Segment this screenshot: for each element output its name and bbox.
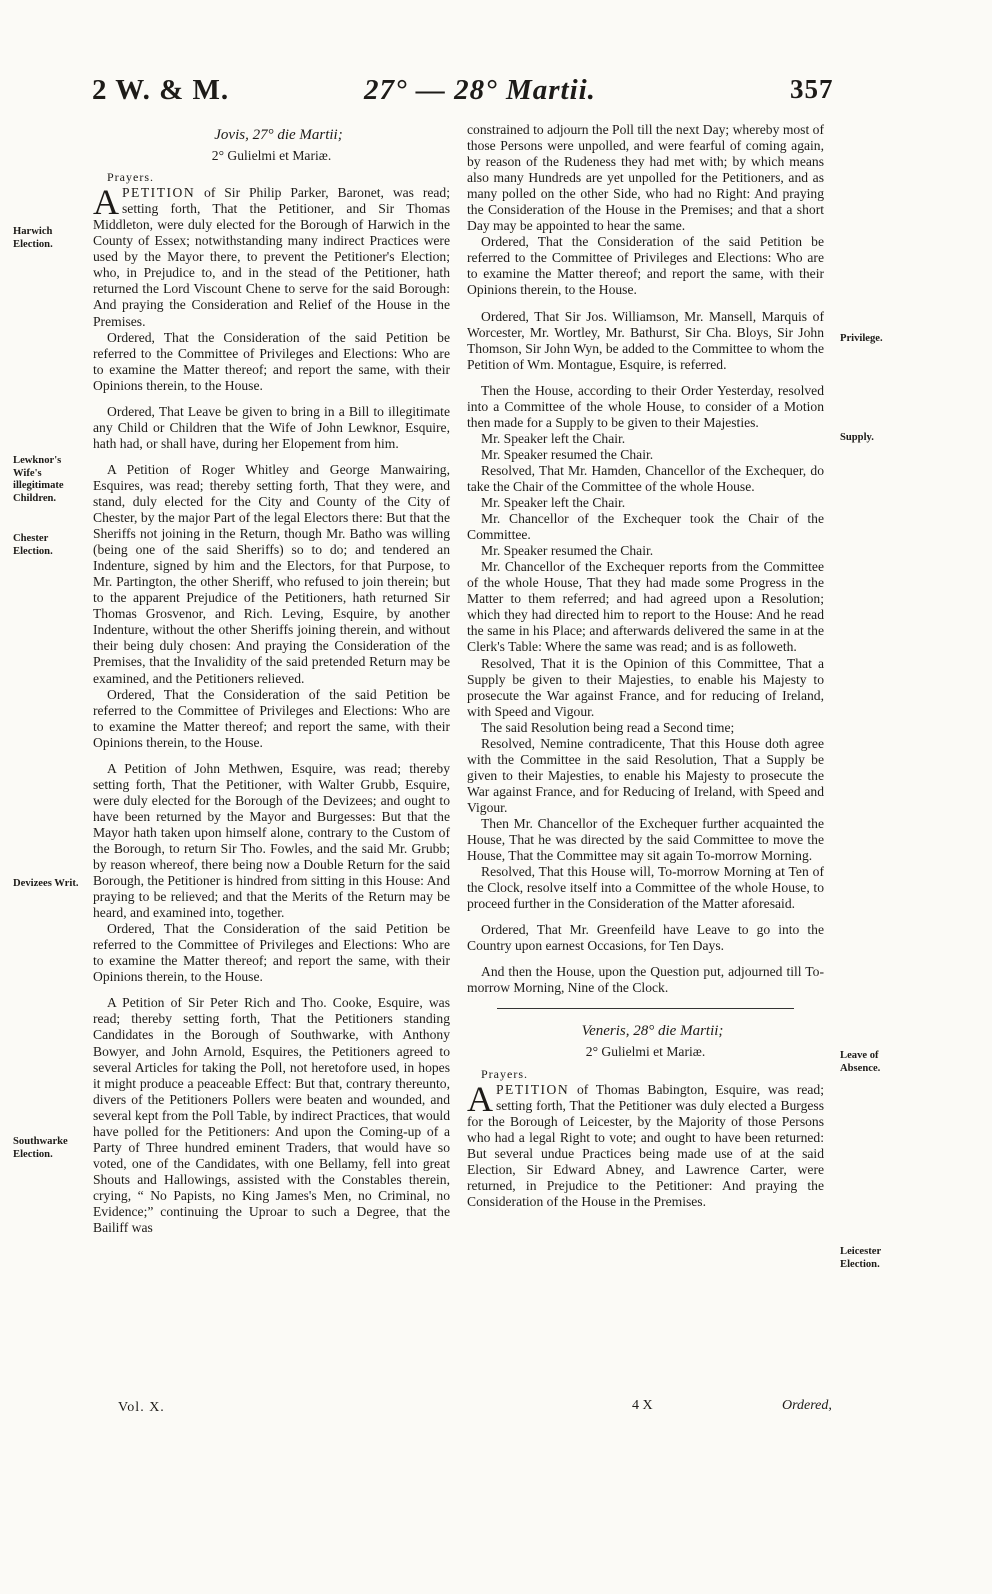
session-heading: Jovis, 27° die Martii; xyxy=(214,127,343,143)
section-divider xyxy=(497,1008,794,1009)
drop-cap: A xyxy=(93,182,119,223)
devizes-petition: A Petition of John Methwen, Esquire, was read; thereby setting forth, That the Petitioner, with Walter Grubb, Esquire, were duly elected for the Borough of the Devizees; and ought to have been returned by the Mayor and Burgesses: But that the Mayor hath taken upon himself alone, contrary to the Custom of the Borough, to return Sir Tho. Fowles, and the said Mr. Grubb; by reason whereof, there being now a Double Return for the said Borough, the Petitioner is hindred from sitting in this House: And praying to be relieved; and that the Merits of the Return may be heard, and examined into, together. xyxy=(93,760,450,921)
volume-mark: Vol. X. xyxy=(118,1400,165,1415)
supply-paragraph: Mr. Chancellor of the Exchequer took the Chair of the Committee. xyxy=(467,511,824,543)
margin-note-chester: Chester Election. xyxy=(13,533,53,557)
drop-cap: A xyxy=(467,1078,493,1119)
supply-paragraph: Resolved, That Mr. Hamden, Chancellor of the Exchequer, do take the Chair of the Committee of the whole House. xyxy=(467,462,824,494)
southwarke-ordered: Ordered, That the Consideration of the said Petition be referred to the Committee of Privileges and Elections: Who are to examine the Matter thereof; and report the same, with their Opinions therein, to the House. xyxy=(467,234,824,298)
margin-note-leicester: Leicester Election. xyxy=(840,1246,881,1270)
supply-paragraph: Mr. Speaker left the Chair. xyxy=(481,430,626,446)
margin-note-supply: Supply. xyxy=(840,432,874,443)
harwich-ordered: Ordered, That the Consideration of the said Petition be referred to the Committee of Privileges and Elections: Who are to examine the Matter thereof; and report the same, with their Opinions therein, to the House. xyxy=(93,329,450,393)
chester-petition: A Petition of Roger Whitley and George Manwairing, Esquires, was read; thereby setting forth, That they were, and stand, duly elected for the City and County of the City of Chester, by the major Part of the legal Electors there: But that the Sheriffs not joining in the Return, though Mr. Batho was willing (being one of the said Sheriffs) so to do; and tendered an Indenture, signed by him and the Electors, for that Purpose, to Mr. Partington, the other Sheriff, who refused to join therein; but to the apparent Prejudice of the Petitioners, hath returned Sir Thomas Grosvenor, and Rich. Leving, Esquire, by another Indenture, without the other Sheriffs joining therein, and without their being duly chosen: And praying the Consideration of the Premises, that the Invalidity of the said pretended Return may be examined, and the Petitioners relieved. xyxy=(93,461,450,686)
right-column xyxy=(467,122,824,1210)
supply-paragraph: Then Mr. Chancellor of the Exchequer further acquainted the House, That he was directed by the said Committee to move the House, That the Committee may sit again To-morrow Morning. xyxy=(467,815,824,864)
privilege-ordered: Ordered, That Sir Jos. Williamson, Mr. Mansell, Marquis of Worcester, Mr. Wortley, Mr. Bathurst, Sir Cha. Bloys, Sir John Thomson, Sir John Wyn, be added to the Committee to whom the Petition of Wm. Montague, Esquire, is referred. xyxy=(467,308,824,372)
prayers-heading: Prayers. xyxy=(107,170,154,185)
session-heading: Veneris, 28° die Martii; xyxy=(581,1023,724,1040)
page-number: 357 xyxy=(790,74,834,104)
supply-paragraph: Resolved, That this House will, To-morrow Morning at Ten of the Clock, resolve itself into a Committee of the whole House, to proceed further in the Consideration of the Matter aforesaid. xyxy=(467,864,824,912)
margin-note-privilege: Privilege. xyxy=(840,333,883,344)
harwich-petition: APETITION of Sir Philip Parker, Baronet, was read; setting forth, That the Petitioner, and Sir Thomas Middleton, were duly elected for the Borough of Harwich in the County of Essex; notwithstanding many indirect Practices were used by the Mayor there, to prevent the Petitioner's Election; who, in Prejudice to, and in the stead of the Petitioner, hath returned the Lord Viscount Chene to serve for the said Borough: And praying the Consideration and Relief of the House in the Premises. xyxy=(93,182,450,329)
margin-note-harwich: Harwich Election. xyxy=(13,226,53,250)
session-regnal-year: 2° Gulielmi et Mariæ. xyxy=(211,148,332,164)
supply-paragraph: Mr. Speaker resumed the Chair. xyxy=(481,446,654,462)
leicester-petition: APETITION of Thomas Babington, Esquire, was read; setting forth, That the Petitioner was duly elected a Burgess for the Borough of Leicester, by the Majority of those Persons who had a legal Right to vote; and ought to have been returned: But several undue Practices being made use of at the said Election, Sir Edward Abney, and Lawrence Carter, were returned, in Prejudice to the Petitioner: And praying the Consideration of the House in the Premises. xyxy=(467,1078,824,1209)
margin-note-devizes: Devizees Writ. xyxy=(13,878,79,889)
margin-note-lewknor: Lewknor's Wife's illegitimate Children. xyxy=(13,455,64,504)
catchword: Ordered, xyxy=(782,1398,832,1413)
signature-mark: 4 X xyxy=(632,1398,653,1413)
left-column xyxy=(93,122,450,1236)
adjournment: And then the House, upon the Question put, adjourned till To-morrow Morning, Nine of the Clock. xyxy=(467,964,824,996)
supply-paragraph: Mr. Speaker resumed the Chair. xyxy=(481,543,654,559)
southwarke-petition: A Petition of Sir Peter Rich and Tho. Cooke, Esquire, was read; thereby setting forth, That the Petitioners standing Candidates in the Borough of Southwarke, with Anthony Bowyer, and John Arnold, Esquires, the Petitioners agreed to several Articles for taking the Poll, not heretofore used, in hopes it might produce a peaceable Effect: But that, contrary thereunto, divers of the Petitioners Pollers were beaten and wounded, and several kept from the Poll Table, by indirect Practices, that would have polled for the Petitioners: And upon the Coming-up of a Party of Three hundred eminent Traders, that would have so voted, one of the Candidates, with one Bellamy, fell into great Shouts and Hallowings, assisted with the Constables therein, crying, “ No Papists, no King James's Men, no Criminal, no Evidence;” continuing the Uproar to such a Degree, that the Bailiff was xyxy=(93,995,450,1236)
supply-paragraph: Then the House, according to their Order Yesterday, resolved into a Committee of the whole House, to consider of a Motion then made for a Supply to be given to their Majesties. xyxy=(467,382,824,430)
running-header-left: 2 W. & M. xyxy=(92,74,230,106)
southwarke-petition-continued: constrained to adjourn the Poll till the next Day; whereby most of those Persons were unpolled, and were fearful of coming again, by reason of the Rudeness they had met with; by which means also many Hundreds are yet unpolled for the Petitioners, and as many polled on the other Side, who had no Right: And praying the Consideration of the House in the Premises; and that a short Day may be appointed to hear the same. xyxy=(467,122,824,234)
session-regnal-year: 2° Gulielmi et Mariæ. xyxy=(585,1044,706,1060)
margin-note-leave: Leave of Absence. xyxy=(840,1050,881,1074)
leave-ordered: Ordered, That Mr. Greenfeild have Leave to go into the Country upon earnest Occasions, for Ten Days. xyxy=(467,922,824,954)
supply-paragraph: Resolved, That it is the Opinion of this Committee, That a Supply be given to their Majesties, to enable his Majesty to prosecute the War against France, and for reducing of Ireland, with Speed and Vigour. xyxy=(467,655,824,719)
supply-paragraph: The said Resolution being read a Second time; xyxy=(481,719,735,735)
running-header-dates: 27° — 28° Martii. xyxy=(364,74,596,106)
lewknor-ordered: Ordered, That Leave be given to bring in a Bill to illegitimate any Child or Children that the Wife of John Lewknor, Esquire, hath had, or shall have, during her Elopement from him. xyxy=(93,403,450,451)
chester-ordered: Ordered, That the Consideration of the said Petition be referred to the Committee of Privileges and Elections: Who are to examine the Matter thereof; and report the same, with their Opinions therein, to the House. xyxy=(93,686,450,750)
supply-paragraph: Mr. Speaker left the Chair. xyxy=(481,495,626,511)
supply-paragraph: Mr. Chancellor of the Exchequer reports from the Committee of the whole House, That they had made some Progress in the Matter to them referred; and had agreed upon a Resolution; which they had directed him to report to the House: And he read the same in his Place; and afterwards delivered the same in at the Clerk's Table: Where the same was read; and is as followeth. xyxy=(467,559,824,655)
supply-paragraph: Resolved, Nemine contradicente, That this House doth agree with the Committee in the said Resolution, That a Supply be given to their Majesties, to enable his Majesty to prosecute the War against France, and for Reducing of Ireland, with Speed and Vigour. xyxy=(467,735,824,815)
margin-note-southwarke: Southwarke Election. xyxy=(13,1136,68,1160)
devizes-ordered: Ordered, That the Consideration of the said Petition be referred to the Committee of Privileges and Elections: Who are to examine the Matter thereof; and report the same, with their Opinions therein, to the House. xyxy=(93,921,450,985)
prayers-heading: Prayers. xyxy=(481,1066,528,1081)
